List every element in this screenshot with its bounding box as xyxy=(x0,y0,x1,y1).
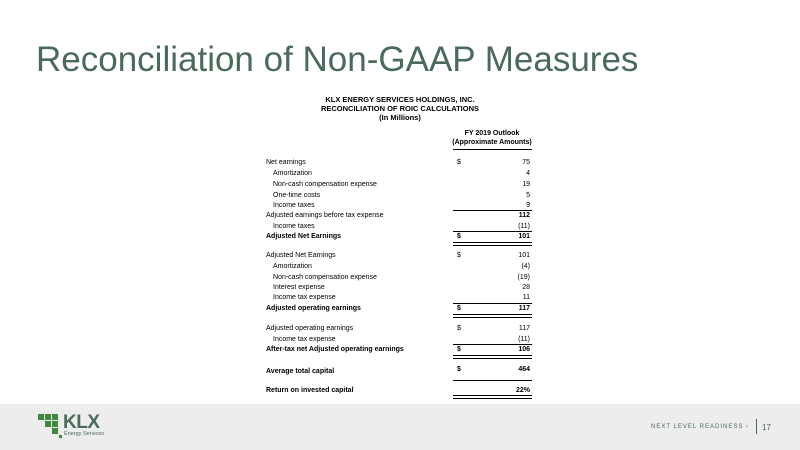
row-label: Income tax expense xyxy=(273,336,336,343)
column-header-period: FY 2019 Outlook xyxy=(464,130,520,137)
row-label: Adjusted Net Earnings xyxy=(266,252,336,259)
row-value: (4) xyxy=(521,263,530,270)
row-label: Net earnings xyxy=(266,159,306,166)
table-company-name: KLX ENERGY SERVICES HOLDINGS, INC. xyxy=(325,95,475,104)
page-title: Reconciliation of Non-GAAP Measures xyxy=(36,40,639,79)
row-value: 117 xyxy=(518,325,530,332)
row-currency: $ xyxy=(457,346,461,353)
table-row xyxy=(266,283,532,293)
row-value: 75 xyxy=(522,159,530,166)
logo-wordmark: KLX xyxy=(63,412,100,433)
row-label: Adjusted operating earnings xyxy=(266,325,354,332)
footer-divider xyxy=(756,419,757,434)
row-label: Income taxes xyxy=(273,202,315,209)
page-number: 17 xyxy=(762,423,771,432)
tagline-text: NEXT LEVEL READINESS xyxy=(651,424,744,430)
table-row xyxy=(266,262,532,272)
klx-logo-icon xyxy=(38,414,62,438)
table-row xyxy=(266,211,532,221)
table-row xyxy=(266,158,532,168)
subtotal-rule xyxy=(453,380,532,381)
table-subtitle: RECONCILIATION OF ROIC CALCULATIONS xyxy=(320,104,480,113)
row-label: Adjusted Net Earnings xyxy=(266,233,342,240)
row-value: 11 xyxy=(522,294,530,301)
chevron-right-icon: › xyxy=(746,424,750,430)
total-double-rule xyxy=(453,395,532,399)
row-value: 106 xyxy=(518,346,530,353)
table-row xyxy=(266,324,532,334)
row-value: 19 xyxy=(522,181,530,188)
row-value: 22% xyxy=(515,387,530,394)
table-row xyxy=(266,367,532,377)
table-row xyxy=(266,273,532,283)
column-header-rule xyxy=(453,149,532,150)
row-currency: $ xyxy=(457,305,461,312)
row-label: Income tax expense xyxy=(273,294,336,301)
total-double-rule xyxy=(453,355,532,359)
table-row xyxy=(266,191,532,201)
table-row xyxy=(266,304,532,314)
row-label: After-tax net Adjusted operating earnings xyxy=(266,346,404,353)
row-label: Adjusted earnings before tax expense xyxy=(266,212,384,219)
row-value: 464 xyxy=(518,366,530,373)
total-double-rule xyxy=(453,314,532,318)
row-value: 5 xyxy=(526,192,530,199)
column-header-note: (Approximate Amounts) xyxy=(452,139,532,146)
row-currency: $ xyxy=(457,252,461,259)
row-label: Amortization xyxy=(273,263,312,270)
row-currency: $ xyxy=(457,159,461,166)
row-value: 112 xyxy=(518,212,530,219)
total-double-rule xyxy=(453,242,532,246)
row-value: (11) xyxy=(518,336,530,343)
table-row xyxy=(266,232,532,242)
row-value: 101 xyxy=(518,252,530,259)
logo-subtext: Energy Services xyxy=(64,431,105,437)
row-value: (19) xyxy=(517,274,530,281)
row-value: 101 xyxy=(518,233,530,240)
row-value: (11) xyxy=(518,223,530,230)
table-row xyxy=(266,251,532,261)
table-row xyxy=(266,345,532,355)
row-label: Non-cash compensation expense xyxy=(273,274,377,281)
row-value: 9 xyxy=(526,202,530,209)
table-row xyxy=(266,169,532,179)
row-label: One-time costs xyxy=(273,192,321,199)
table-row xyxy=(266,293,532,303)
row-label: Interest expense xyxy=(273,284,325,291)
row-label: Income taxes xyxy=(273,223,315,230)
row-value: 117 xyxy=(518,305,530,312)
row-currency: $ xyxy=(457,325,461,332)
table-row xyxy=(266,180,532,190)
row-label: Amortization xyxy=(273,170,312,177)
row-label: Adjusted operating earnings xyxy=(266,305,361,312)
footer-tagline xyxy=(651,424,749,430)
row-label: Non-cash compensation expense xyxy=(273,181,377,188)
table-units: (In Millions) xyxy=(379,113,421,122)
row-value: 28 xyxy=(522,284,530,291)
row-currency: $ xyxy=(457,233,461,240)
row-currency: $ xyxy=(457,366,461,373)
row-label: Average total capital xyxy=(266,368,335,375)
row-label: Return on invested capital xyxy=(266,387,354,394)
row-value: 4 xyxy=(526,170,530,177)
